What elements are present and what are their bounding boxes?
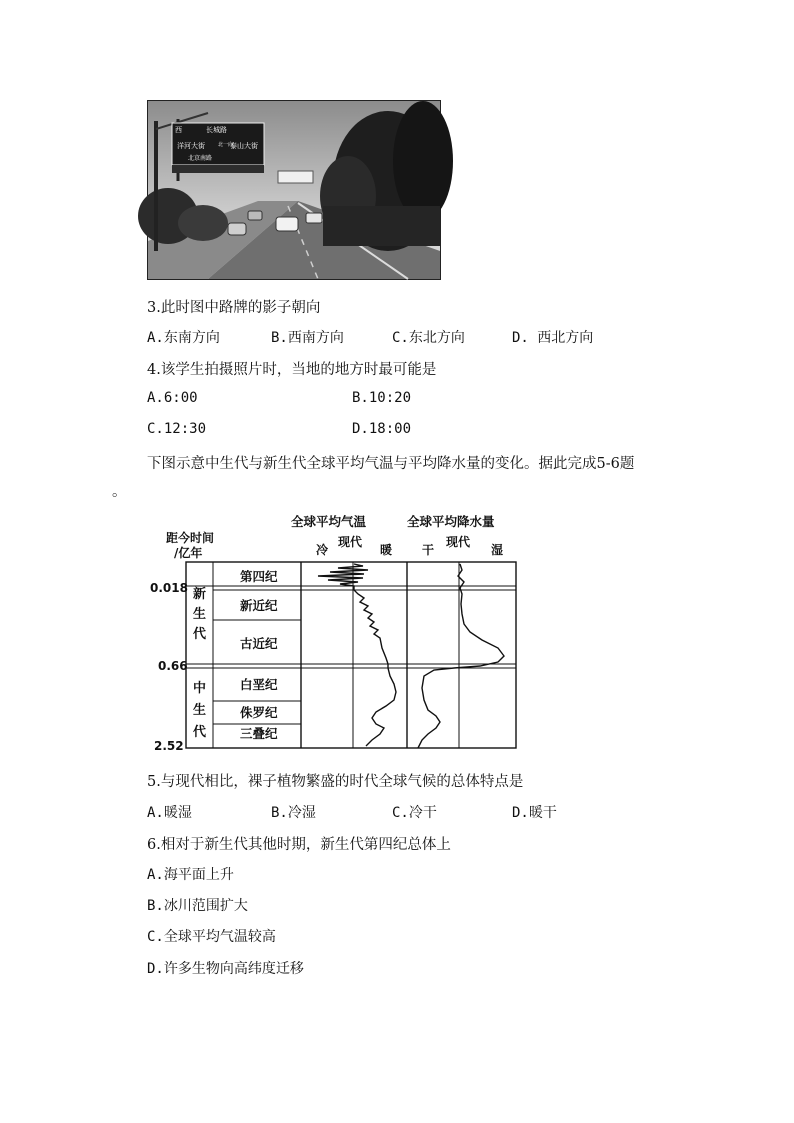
intro-line-1: 下图示意中生代与新生代全球平均气温与平均降水量的变化。据此完成5-6题 — [147, 456, 635, 472]
q3-option-b[interactable]: B.西南方向 — [271, 330, 344, 346]
period-jurassic: 侏罗纪 — [240, 705, 278, 720]
period-quaternary: 第四纪 — [240, 569, 278, 584]
road-sign-photo — [147, 100, 441, 280]
q5-stem: 5.与现代相比，裸子植物繁盛的时代全球气候的总体特点是 — [147, 774, 524, 790]
q6-option-b[interactable]: B.冰川范围扩大 — [147, 898, 248, 914]
period-paleogene: 古近纪 — [240, 636, 278, 651]
era-mesozoic-char-2: 生 — [193, 703, 207, 718]
sign-center-label: 北一向 — [218, 142, 234, 148]
chart-left-header-1: 距今时间 — [166, 531, 215, 545]
chart-temp-title: 全球平均气温 — [291, 514, 367, 529]
q4-option-c[interactable]: C.12:30 — [147, 421, 207, 437]
q3-option-d[interactable]: D. 西北方向 — [512, 330, 594, 346]
chart-precip-title: 全球平均降水量 — [407, 514, 495, 529]
chart-left-header-2: /亿年 — [174, 546, 203, 560]
time-tick-0: 0.018 — [150, 581, 188, 595]
time-tick-2: 2.52 — [154, 739, 184, 753]
precipitation-curve — [418, 564, 504, 748]
q6-option-c[interactable]: C.全球平均气温较高 — [147, 929, 276, 945]
era-cenozoic-char-3: 代 — [193, 627, 207, 642]
chart-precip-dry: 干 — [422, 543, 435, 557]
q5-option-d[interactable]: D.暖干 — [512, 805, 557, 821]
q5-option-c[interactable]: C.冷干 — [392, 805, 437, 821]
chart-temp-modern: 现代 — [338, 535, 363, 549]
chart-precip-modern: 现代 — [446, 535, 471, 549]
temperature-curve — [318, 564, 396, 746]
q3-stem: 3.此时图中路牌的影子朝向 — [147, 300, 321, 316]
intro-line-2: 。 — [112, 484, 127, 500]
era-cenozoic-char-2: 生 — [193, 607, 207, 622]
chart-precip-wet: 湿 — [491, 543, 504, 557]
period-neogene: 新近纪 — [240, 598, 278, 613]
era-cenozoic-char-1: 新 — [193, 587, 207, 602]
period-cretaceous: 白垩纪 — [240, 677, 278, 692]
period-triassic: 三叠纪 — [240, 726, 278, 741]
sign-top-label: 长城路 — [206, 126, 227, 134]
era-mesozoic-char-1: 中 — [193, 681, 207, 696]
q4-option-a[interactable]: A.6:00 — [147, 390, 198, 406]
climate-chart-svg — [150, 508, 520, 753]
sign-middle-right-label: 泰山大街 — [230, 142, 258, 150]
chart-temp-cold: 冷 — [316, 543, 329, 557]
q4-stem: 4.该学生拍摄照片时，当地的地方时最可能是 — [147, 362, 437, 378]
q6-option-d[interactable]: D.许多生物向高纬度迁移 — [147, 961, 304, 977]
q3-option-c[interactable]: C.东北方向 — [392, 330, 465, 346]
q5-option-b[interactable]: B.冷湿 — [271, 805, 316, 821]
sign-left-label: 西 — [175, 126, 182, 134]
chart-temp-warm: 暖 — [380, 543, 393, 557]
q4-option-d[interactable]: D.18:00 — [352, 421, 412, 437]
q6-option-a[interactable]: A.海平面上升 — [147, 867, 234, 883]
time-tick-1: 0.66 — [158, 659, 188, 673]
road-sign-photo-drawing — [148, 101, 440, 279]
sign-bottom-left-label: 北京南路 — [188, 155, 213, 162]
q6-stem: 6.相对于新生代其他时期，新生代第四纪总体上 — [147, 837, 451, 853]
q5-option-a[interactable]: A.暖湿 — [147, 805, 192, 821]
climate-chart — [150, 508, 520, 753]
q3-option-a[interactable]: A.东南方向 — [147, 330, 220, 346]
q4-option-b[interactable]: B.10:20 — [352, 390, 412, 406]
sign-middle-left-label: 洋河大街 — [177, 142, 205, 150]
era-mesozoic-char-3: 代 — [193, 725, 207, 740]
